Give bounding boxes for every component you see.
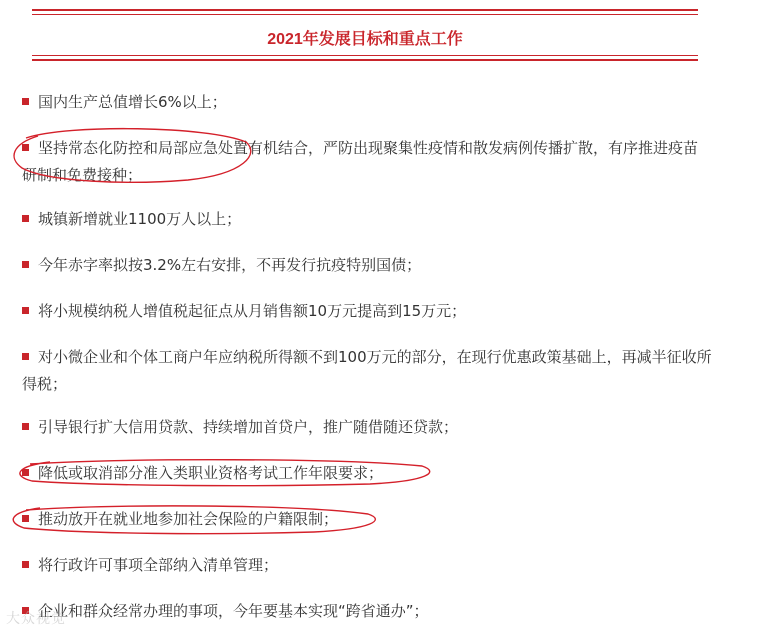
bullet-square-icon xyxy=(22,353,29,360)
list-item-text: 推动放开在就业地参加社会保险的户籍限制； xyxy=(38,510,339,528)
list-item-text: 引导银行扩大信用贷款、持续增加首贷户，推广随借随还贷款； xyxy=(38,418,459,436)
bullet-square-icon xyxy=(22,423,29,430)
bullet-square-icon xyxy=(22,561,29,568)
list-item-text: 国内生产总值增长6%以上； xyxy=(38,93,227,111)
list-item-text: 企业和群众经常办理的事项，今年要基本实现“跨省通办”； xyxy=(38,602,429,620)
list-item-text: 对小微企业和个体工商户年应纳税所得额不到100万元的部分，在现行优惠政策基础上，再减半征收所得税； xyxy=(22,348,712,393)
bullet-square-icon xyxy=(22,261,29,268)
top-rule-thin xyxy=(32,14,698,15)
list-item xyxy=(22,206,712,233)
list-item xyxy=(22,89,712,116)
list-item xyxy=(22,414,712,441)
list-item xyxy=(22,506,712,533)
list-item xyxy=(22,552,712,579)
list-item xyxy=(22,135,712,189)
list-item-text: 将小规模纳税人增值税起征点从月销售额10万元提高到15万元； xyxy=(38,302,467,320)
bullet-square-icon xyxy=(22,515,29,522)
list-item xyxy=(22,460,712,487)
bullet-square-icon xyxy=(22,469,29,476)
bullet-square-icon xyxy=(22,98,29,105)
bullet-square-icon xyxy=(22,144,29,151)
bottom-rule-thin xyxy=(32,55,698,56)
list-item-text: 城镇新增就业1100万人以上； xyxy=(38,210,242,228)
top-rule xyxy=(32,9,698,11)
bottom-rule xyxy=(32,59,698,61)
bullet-square-icon xyxy=(22,215,29,222)
list-item-text: 坚持常态化防控和局部应急处置有机结合，严防出现聚集性疫情和散发病例传播扩散，有序推进疫苗研制和免费接种； xyxy=(22,139,699,184)
list-item xyxy=(22,298,712,325)
list-item xyxy=(22,598,712,625)
list-item-text: 今年赤字率拟按3.2%左右安排，不再发行抗疫特别国债； xyxy=(38,256,422,274)
page-title: 2021年发展目标和重点工作 xyxy=(267,31,463,48)
list-item-text: 降低或取消部分准入类职业资格考试工作年限要求； xyxy=(38,464,384,482)
bullet-square-icon xyxy=(22,307,29,314)
list-item-text: 将行政许可事项全部纳入清单管理； xyxy=(38,556,279,574)
list-item xyxy=(22,344,712,398)
watermark: 大众视觉 xyxy=(6,611,66,627)
list-item xyxy=(22,252,712,279)
